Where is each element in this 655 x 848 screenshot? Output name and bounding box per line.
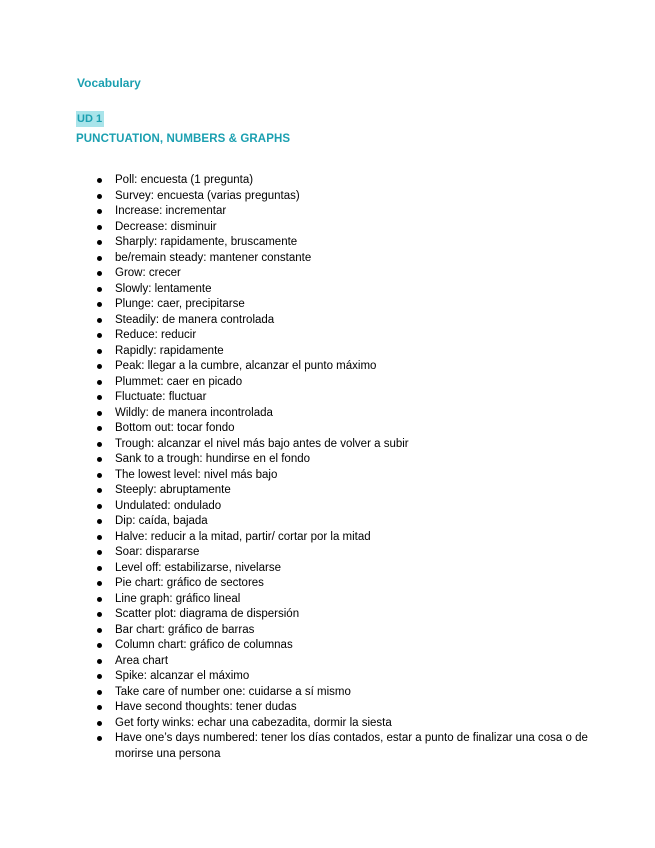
vocabulary-item: Wildly: de manera incontrolada — [95, 406, 595, 422]
document-title: Vocabulary — [77, 76, 141, 90]
vocabulary-item: Rapidly: rapidamente — [95, 344, 595, 360]
vocabulary-item: Column chart: gráfico de columnas — [95, 638, 595, 654]
vocabulary-item: Plunge: caer, precipitarse — [95, 297, 595, 313]
vocabulary-item: Bottom out: tocar fondo — [95, 421, 595, 437]
vocabulary-item: Steadily: de manera controlada — [95, 313, 595, 329]
vocabulary-item: Halve: reducir a la mitad, partir/ cortar por la mitad — [95, 530, 595, 546]
vocabulary-item: Scatter plot: diagrama de dispersión — [95, 607, 595, 623]
vocabulary-item: Spike: alcanzar el máximo — [95, 669, 595, 685]
vocabulary-item: Have second thoughts: tener dudas — [95, 700, 595, 716]
vocabulary-item: Sharply: rapidamente, bruscamente — [95, 235, 595, 251]
vocabulary-item: Poll: encuesta (1 pregunta) — [95, 173, 595, 189]
vocabulary-item: The lowest level: nivel más bajo — [95, 468, 595, 484]
vocabulary-item: Reduce: reducir — [95, 328, 595, 344]
vocabulary-item: Pie chart: gráfico de sectores — [95, 576, 595, 592]
vocabulary-list — [95, 173, 595, 762]
vocabulary-item: Take care of number one: cuidarse a sí mismo — [95, 685, 595, 701]
vocabulary-item: Sank to a trough: hundirse en el fondo — [95, 452, 595, 468]
vocabulary-item: Trough: alcanzar el nivel más bajo antes de volver a subir — [95, 437, 595, 453]
unit-label: UD 1 — [77, 113, 103, 125]
vocabulary-item: Have one’s days numbered: tener los días contados, estar a punto de finalizar una cosa o de morirse una persona — [95, 731, 595, 762]
vocabulary-item: Dip: caída, bajada — [95, 514, 595, 530]
vocabulary-item: Area chart — [95, 654, 595, 670]
vocabulary-item: Increase: incrementar — [95, 204, 595, 220]
vocabulary-item: Peak: llegar a la cumbre, alcanzar el punto máximo — [95, 359, 595, 375]
vocabulary-item: Grow: crecer — [95, 266, 595, 282]
vocabulary-item: Get forty winks: echar una cabezadita, dormir la siesta — [95, 716, 595, 732]
vocabulary-item: be/remain steady: mantener constante — [95, 251, 595, 267]
vocabulary-item: Level off: estabilizarse, nivelarse — [95, 561, 595, 577]
vocabulary-item: Plummet: caer en picado — [95, 375, 595, 391]
vocabulary-item: Soar: dispararse — [95, 545, 595, 561]
section-heading: PUNCTUATION, NUMBERS & GRAPHS — [76, 133, 291, 145]
vocabulary-item: Slowly: lentamente — [95, 282, 595, 298]
vocabulary-item: Line graph: gráfico lineal — [95, 592, 595, 608]
vocabulary-item: Steeply: abruptamente — [95, 483, 595, 499]
vocabulary-item: Fluctuate: fluctuar — [95, 390, 595, 406]
vocabulary-item: Undulated: ondulado — [95, 499, 595, 515]
vocabulary-item: Decrease: disminuir — [95, 220, 595, 236]
vocabulary-item: Bar chart: gráfico de barras — [95, 623, 595, 639]
vocabulary-item: Survey: encuesta (varias preguntas) — [95, 189, 595, 205]
